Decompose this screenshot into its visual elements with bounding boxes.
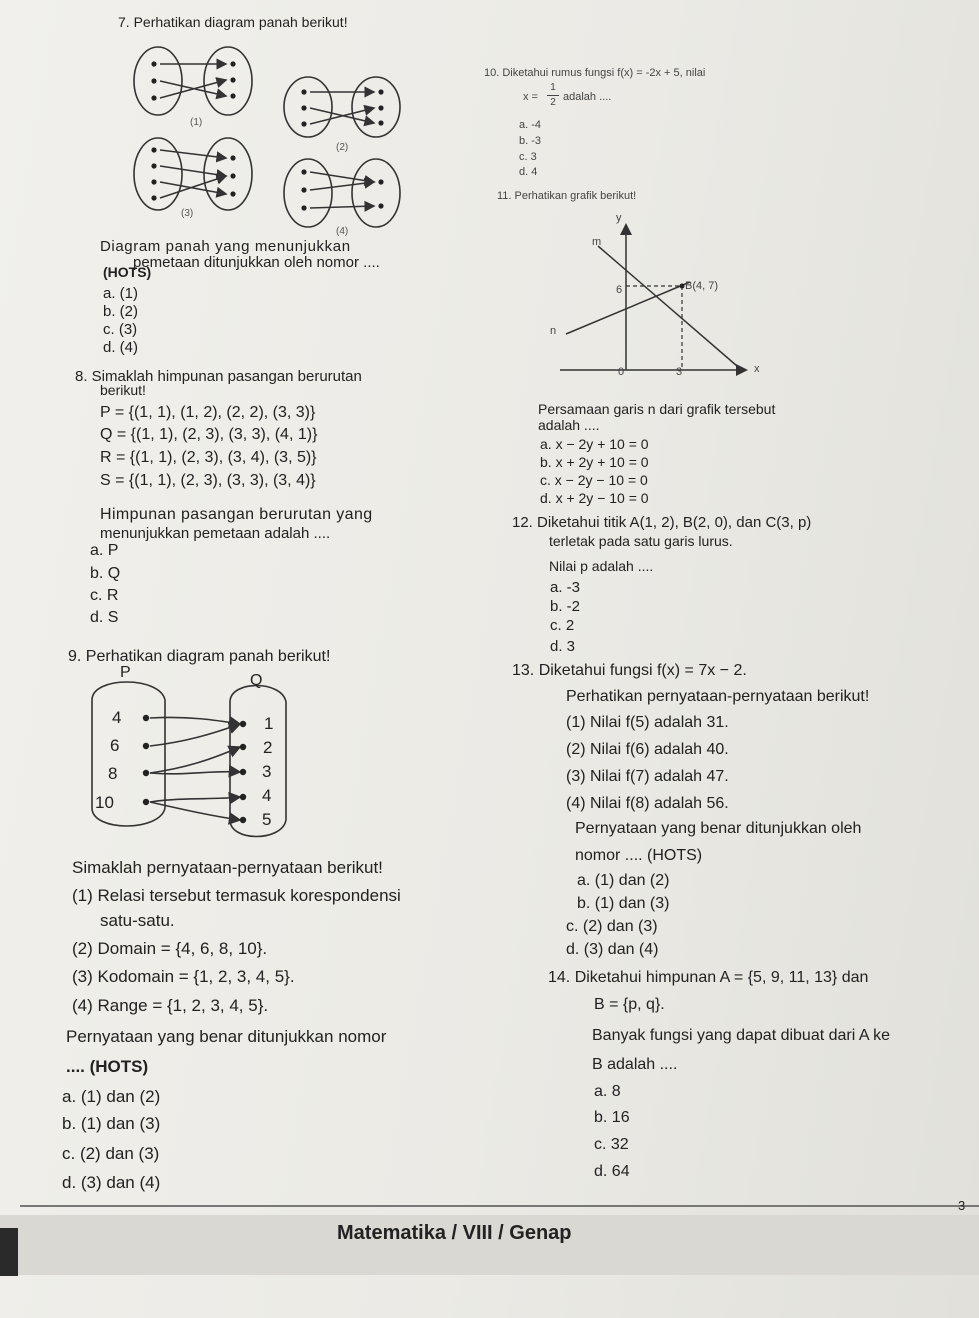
q9-domain-8: 8 — [108, 764, 118, 783]
q12-option-b: b. -2 — [550, 598, 581, 615]
q9-instruction: Simaklah pernyataan-pernyataan berikut! — [72, 858, 383, 877]
page-number: 3 — [958, 1198, 966, 1213]
q11-m-label: m — [592, 236, 602, 248]
q7-label-3: (3) — [181, 208, 194, 219]
q11-point-label: B(4, 7) — [685, 280, 719, 292]
q10-option-d: d. 4 — [519, 166, 538, 178]
q14-option-d: d. 64 — [594, 1163, 630, 1180]
q9-codomain-4: 4 — [262, 786, 272, 805]
q7-question-line2: pemetaan ditunjukkan oleh nomor .... — [133, 254, 380, 271]
q11-question-line1: Persamaan garis n dari grafik tersebut — [538, 401, 776, 417]
q7-option-d: d. (4) — [103, 339, 139, 356]
q8-set-q: Q = {(1, 1), (2, 3), (3, 3), (4, 1)} — [100, 426, 318, 443]
q14-stem-line1: 14. Diketahui himpunan A = {5, 9, 11, 13} dan — [548, 969, 869, 986]
q14-stem-line4: B adalah .... — [592, 1056, 678, 1073]
q12-stem-line2: terletak pada satu garis lurus. — [549, 533, 733, 549]
q9-statement-1-cont: satu-satu. — [100, 911, 175, 930]
q13-option-a: a. (1) dan (2) — [577, 872, 670, 889]
q8-set-r: R = {(1, 1), (2, 3), (3, 4), (3, 5)} — [100, 449, 317, 466]
q9-set-p-label: P — [120, 664, 131, 681]
q11-option-d: d. x + 2y − 10 = 0 — [540, 490, 649, 506]
q9-option-d: d. (3) dan (4) — [62, 1173, 161, 1192]
q13-option-b: b. (1) dan (3) — [577, 895, 670, 912]
q14-stem-line3: Banyak fungsi yang dapat dibuat dari A ke — [592, 1027, 890, 1044]
q10-x-label: x = — [523, 91, 538, 103]
q10-frac-num: 1 — [550, 82, 556, 93]
q7-label-4: (4) — [336, 226, 349, 237]
q11-origin: 0 — [618, 366, 625, 378]
footer-rule — [20, 1205, 979, 1207]
q9-statement-3: (3) Kodomain = {1, 2, 3, 4, 5}. — [72, 967, 295, 986]
q13-question-line1: Pernyataan yang benar ditunjukkan oleh — [575, 820, 862, 837]
q9-codomain-5: 5 — [262, 810, 272, 829]
q13-option-d: d. (3) dan (4) — [566, 941, 659, 958]
q11-x-label: x — [754, 363, 760, 375]
q10-adalah: adalah .... — [563, 91, 612, 103]
q12-stem-line1: 12. Diketahui titik A(1, 2), B(2, 0), dan C(3, p) — [512, 514, 812, 531]
q8-option-c: c. R — [90, 587, 119, 604]
q12-stem-line3: Nilai p adalah .... — [549, 558, 654, 574]
q7-hots: (HOTS) — [103, 264, 152, 280]
q9-option-b: b. (1) dan (3) — [62, 1114, 161, 1133]
q9-codomain-2: 2 — [263, 738, 273, 757]
q13-option-c: c. (2) dan (3) — [566, 918, 658, 935]
q11-n-label: n — [550, 325, 557, 337]
q13-statement-3: (3) Nilai f(7) adalah 47. — [566, 768, 729, 785]
q9-statement-1: (1) Relasi tersebut termasuk korespondensi — [72, 886, 401, 905]
q9-codomain-1: 1 — [264, 714, 274, 733]
q8-option-b: b. Q — [90, 565, 121, 582]
q7-stem: 7. Perhatikan diagram panah berikut! — [118, 14, 348, 30]
q11-option-a: a. x − 2y + 10 = 0 — [540, 436, 649, 452]
q7-question-line1: Diagram panah yang menunjukkan — [100, 238, 351, 255]
q13-statement-4: (4) Nilai f(8) adalah 56. — [566, 795, 729, 812]
q7-option-b: b. (2) — [103, 303, 139, 320]
q9-question: Pernyataan yang benar ditunjukkan nomor — [66, 1027, 387, 1046]
q9-domain-6: 6 — [110, 736, 120, 755]
q7-label-1: (1) — [190, 117, 203, 128]
q10-stem: 10. Diketahui rumus fungsi f(x) = -2x + 5, nilai — [484, 67, 706, 79]
q7-option-a: a. (1) — [103, 285, 139, 302]
q13-question-line2: nomor .... (HOTS) — [575, 847, 703, 864]
q8-set-s: S = {(1, 1), (2, 3), (3, 3), (3, 4)} — [100, 472, 316, 489]
q13-stem: 13. Diketahui fungsi f(x) = 7x − 2. — [512, 662, 747, 679]
q8-question-line2: menunjukkan pemetaan adalah .... — [100, 525, 331, 542]
q10-option-c: c. 3 — [519, 151, 537, 163]
q8-stem-line1: 8. Simaklah himpunan pasangan berurutan — [75, 368, 362, 385]
q9-hots: .... (HOTS) — [66, 1057, 149, 1076]
q11-stem: 11. Perhatikan grafik berikut! — [497, 190, 637, 202]
q11-option-c: c. x − 2y − 10 = 0 — [540, 472, 648, 488]
footer-title: Matematika / VIII / Genap — [337, 1222, 572, 1244]
q7-label-2: (2) — [336, 142, 349, 153]
q10-frac-den: 2 — [550, 97, 556, 108]
q8-option-d: d. S — [90, 609, 119, 626]
q13-instruction: Perhatikan pernyataan-pernyataan berikut! — [566, 688, 870, 705]
q9-set-q-label: Q — [250, 672, 263, 689]
q14-option-a: a. 8 — [594, 1083, 621, 1100]
q12-option-d: d. 3 — [550, 638, 576, 655]
q11-tick-y: 6 — [616, 284, 623, 296]
q12-option-c: c. 2 — [550, 617, 575, 634]
q9-option-c: c. (2) dan (3) — [62, 1144, 160, 1163]
q8-question-line1: Himpunan pasangan berurutan yang — [100, 506, 373, 523]
q10-option-b: b. -3 — [519, 135, 542, 147]
q11-option-b: b. x + 2y + 10 = 0 — [540, 454, 649, 470]
q9-domain-4: 4 — [112, 708, 122, 727]
q10-frac-bar — [547, 95, 559, 96]
q8-option-a: a. P — [90, 542, 119, 559]
q9-stem: 9. Perhatikan diagram panah berikut! — [68, 648, 331, 665]
q9-statement-2: (2) Domain = {4, 6, 8, 10}. — [72, 939, 268, 958]
q11-question-line2: adalah .... — [538, 417, 600, 433]
q9-statement-4: (4) Range = {1, 2, 3, 4, 5}. — [72, 996, 269, 1015]
q11-tick-x: 3 — [676, 366, 683, 378]
q12-option-a: a. -3 — [550, 579, 581, 596]
q14-option-b: b. 16 — [594, 1109, 630, 1126]
q13-statement-2: (2) Nilai f(6) adalah 40. — [566, 741, 729, 758]
q8-stem-line2: berikut! — [100, 382, 146, 398]
q9-codomain-3: 3 — [262, 762, 272, 781]
q7-option-c: c. (3) — [103, 321, 138, 338]
q13-statement-1: (1) Nilai f(5) adalah 31. — [566, 714, 729, 731]
q8-set-p: P = {(1, 1), (1, 2), (2, 2), (3, 3)} — [100, 404, 316, 421]
q14-option-c: c. 32 — [594, 1136, 629, 1153]
q10-option-a: a. -4 — [519, 119, 542, 131]
q9-option-a: a. (1) dan (2) — [62, 1087, 161, 1106]
q9-domain-10: 10 — [95, 793, 114, 812]
footer-left-tab — [0, 1228, 18, 1276]
q11-y-label: y — [616, 212, 622, 224]
q14-stem-line2: B = {p, q}. — [594, 996, 665, 1013]
